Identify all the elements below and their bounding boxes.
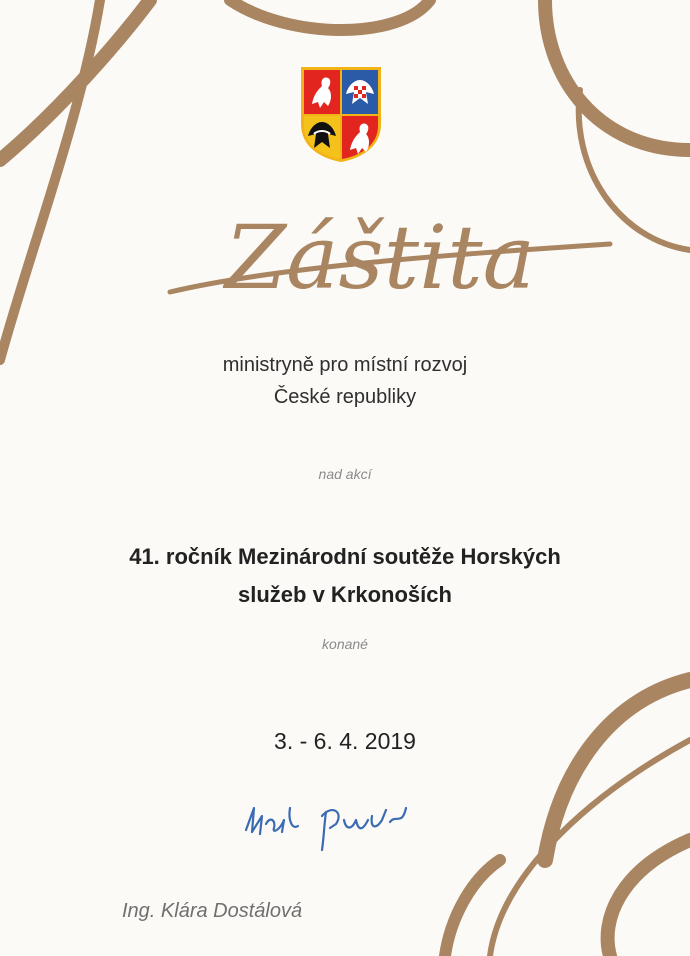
held-text: konané xyxy=(322,636,368,652)
event-title-line-1: 41. ročník Mezinárodní soutěže Horských xyxy=(129,544,561,569)
czech-state-coat-of-arms-icon xyxy=(298,64,384,164)
title-text: Záštita xyxy=(224,206,536,309)
handwritten-signature-icon xyxy=(240,790,430,860)
subtitle-line-1: ministryně pro místní rozvoj xyxy=(222,354,468,376)
subtitle-line-2: České republiky xyxy=(273,386,417,408)
event-date: 3. - 6. 4. 2019 xyxy=(274,728,416,754)
preposition-text: nad akcí xyxy=(318,466,372,482)
title-calligraphy xyxy=(140,196,620,316)
signer-name: Ing. Klára Dostálová xyxy=(122,900,303,922)
event-title-line-2: služeb v Krkonoších xyxy=(238,582,452,607)
